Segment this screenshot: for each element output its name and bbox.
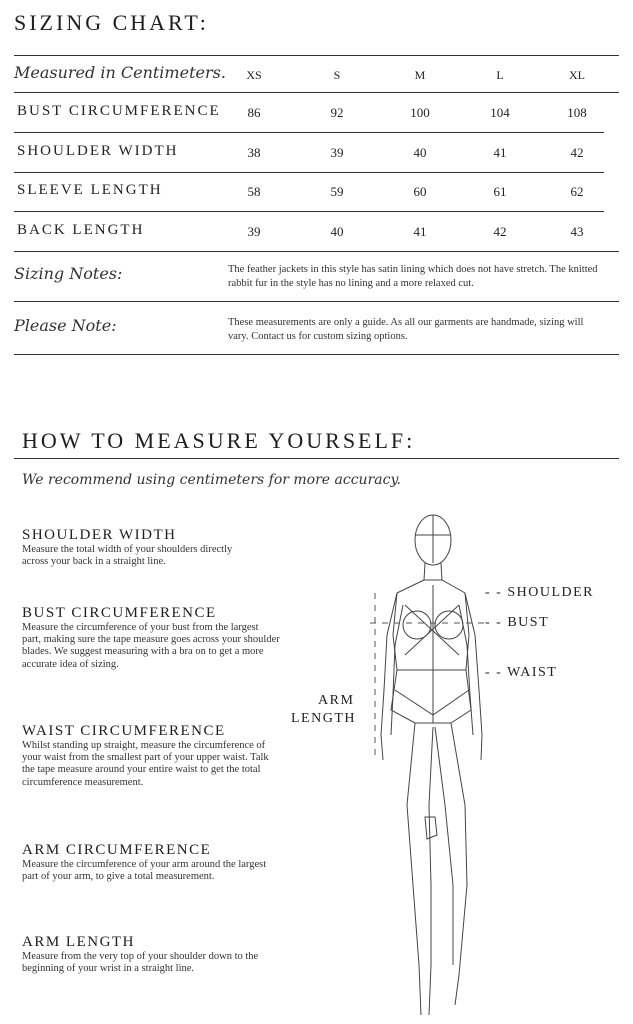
section-title: SHOULDER WIDTH: [22, 527, 177, 543]
table-cell: 41: [413, 224, 427, 239]
size-header-m: M: [414, 68, 426, 82]
row-label-back: BACK LENGTH: [17, 222, 145, 238]
table-cell: 59: [330, 184, 344, 199]
measure-section-arm-length: [22, 934, 272, 975]
table-cell: 92: [330, 105, 344, 120]
divider: [14, 55, 619, 56]
table-cell: 58: [247, 184, 261, 199]
size-header-xl: XL: [569, 68, 585, 82]
section-body: Whilst standing up straight, measure the circumference of your waist from the smallest part of your upper waist. Talk the tape measure around your entire waist to get the total circumference measurement.: [22, 740, 269, 788]
table-cell: 62: [570, 184, 584, 199]
section-title: BUST CIRCUMFERENCE: [22, 605, 217, 621]
table-cell: 108: [567, 105, 587, 120]
table-cell: 104: [490, 105, 510, 120]
divider: [14, 354, 619, 355]
divider: [14, 132, 604, 133]
measure-section-shoulder: [22, 527, 252, 568]
figure-label-arm-length-line2: LENGTH: [291, 711, 356, 726]
size-header-xs: XS: [246, 68, 262, 82]
measure-section-waist: [22, 723, 272, 789]
sizing-chart-title: SIZING CHART:: [14, 10, 209, 35]
divider: [14, 301, 619, 302]
table-cell: 39: [330, 145, 344, 160]
table-cell: 39: [247, 224, 261, 239]
how-to-measure-title: HOW TO MEASURE YOURSELF:: [22, 428, 416, 453]
figure-label-bust: - - BUST: [485, 615, 550, 630]
figure-label-bust-text: BUST: [507, 615, 550, 630]
figure-label-arm-length-line1: ARM: [318, 693, 355, 708]
row-label-bust: BUST CIRCUMFERENCE: [17, 103, 221, 119]
divider: [14, 211, 604, 212]
section-body: Measure the circumference of your arm around the largest part of your arm, to give a total measurement.: [22, 859, 267, 883]
figure-label-arm-length: [318, 693, 354, 709]
table-cell: 42: [570, 145, 584, 160]
table-cell: 60: [413, 184, 427, 199]
divider: [14, 92, 619, 93]
table-cell: 38: [247, 145, 261, 160]
size-header-l: L: [496, 68, 504, 82]
section-body: Measure from the very top of your shoulder down to the beginning of your wrist in a straight line.: [22, 951, 259, 975]
divider: [14, 458, 619, 459]
please-note-text: These measurements are only a guide. As all our garments are handmade, sizing will vary. Contact us for custom sizing options.: [228, 317, 584, 342]
measured-in-label: Measured in Centimeters.: [14, 63, 226, 82]
size-header-s: S: [333, 68, 341, 82]
table-cell: 40: [413, 145, 427, 160]
section-body: Measure the circumference of your bust from the largest part, making sure the tape measure goes across your shoulder blades. We suggest measuring with a bra on to get a more accurate idea of sizing.: [22, 622, 280, 670]
section-body: Measure the total width of your shoulders directly across your back in a straight line.: [22, 544, 233, 568]
how-to-measure-subtitle: We recommend using centimeters for more accuracy.: [22, 472, 401, 488]
figure-label-shoulder-text: SHOULDER: [507, 585, 594, 600]
please-note-label: Please Note:: [14, 316, 117, 335]
table-cell: 86: [247, 105, 261, 120]
row-label-shoulder: SHOULDER WIDTH: [17, 143, 179, 159]
body-figure-illustration: [355, 505, 505, 1020]
section-title: WAIST CIRCUMFERENCE: [22, 723, 226, 739]
divider: [14, 172, 604, 173]
divider: [14, 251, 619, 252]
row-label-sleeve: SLEEVE LENGTH: [17, 182, 163, 198]
table-cell: 43: [570, 224, 584, 239]
section-title: ARM CIRCUMFERENCE: [22, 842, 212, 858]
measure-section-bust: [22, 605, 280, 671]
sizing-notes-label: Sizing Notes:: [14, 264, 123, 283]
figure-label-waist-text: WAIST: [507, 665, 558, 680]
table-cell: 41: [493, 145, 507, 160]
table-cell: 40: [330, 224, 344, 239]
figure-label-shoulder: - - SHOULDER: [485, 585, 594, 600]
sizing-notes-text: The feather jackets in this style has satin lining which does not have stretch. The knitted rabbit fur in the style has no lining and a more relaxed cut.: [228, 264, 598, 289]
table-cell: 61: [493, 184, 507, 199]
figure-label-waist: - - WAIST: [485, 665, 558, 680]
measure-section-arm-circumference: [22, 842, 267, 883]
section-title: ARM LENGTH: [22, 934, 135, 950]
table-cell: 42: [493, 224, 507, 239]
table-cell: 100: [410, 105, 430, 120]
